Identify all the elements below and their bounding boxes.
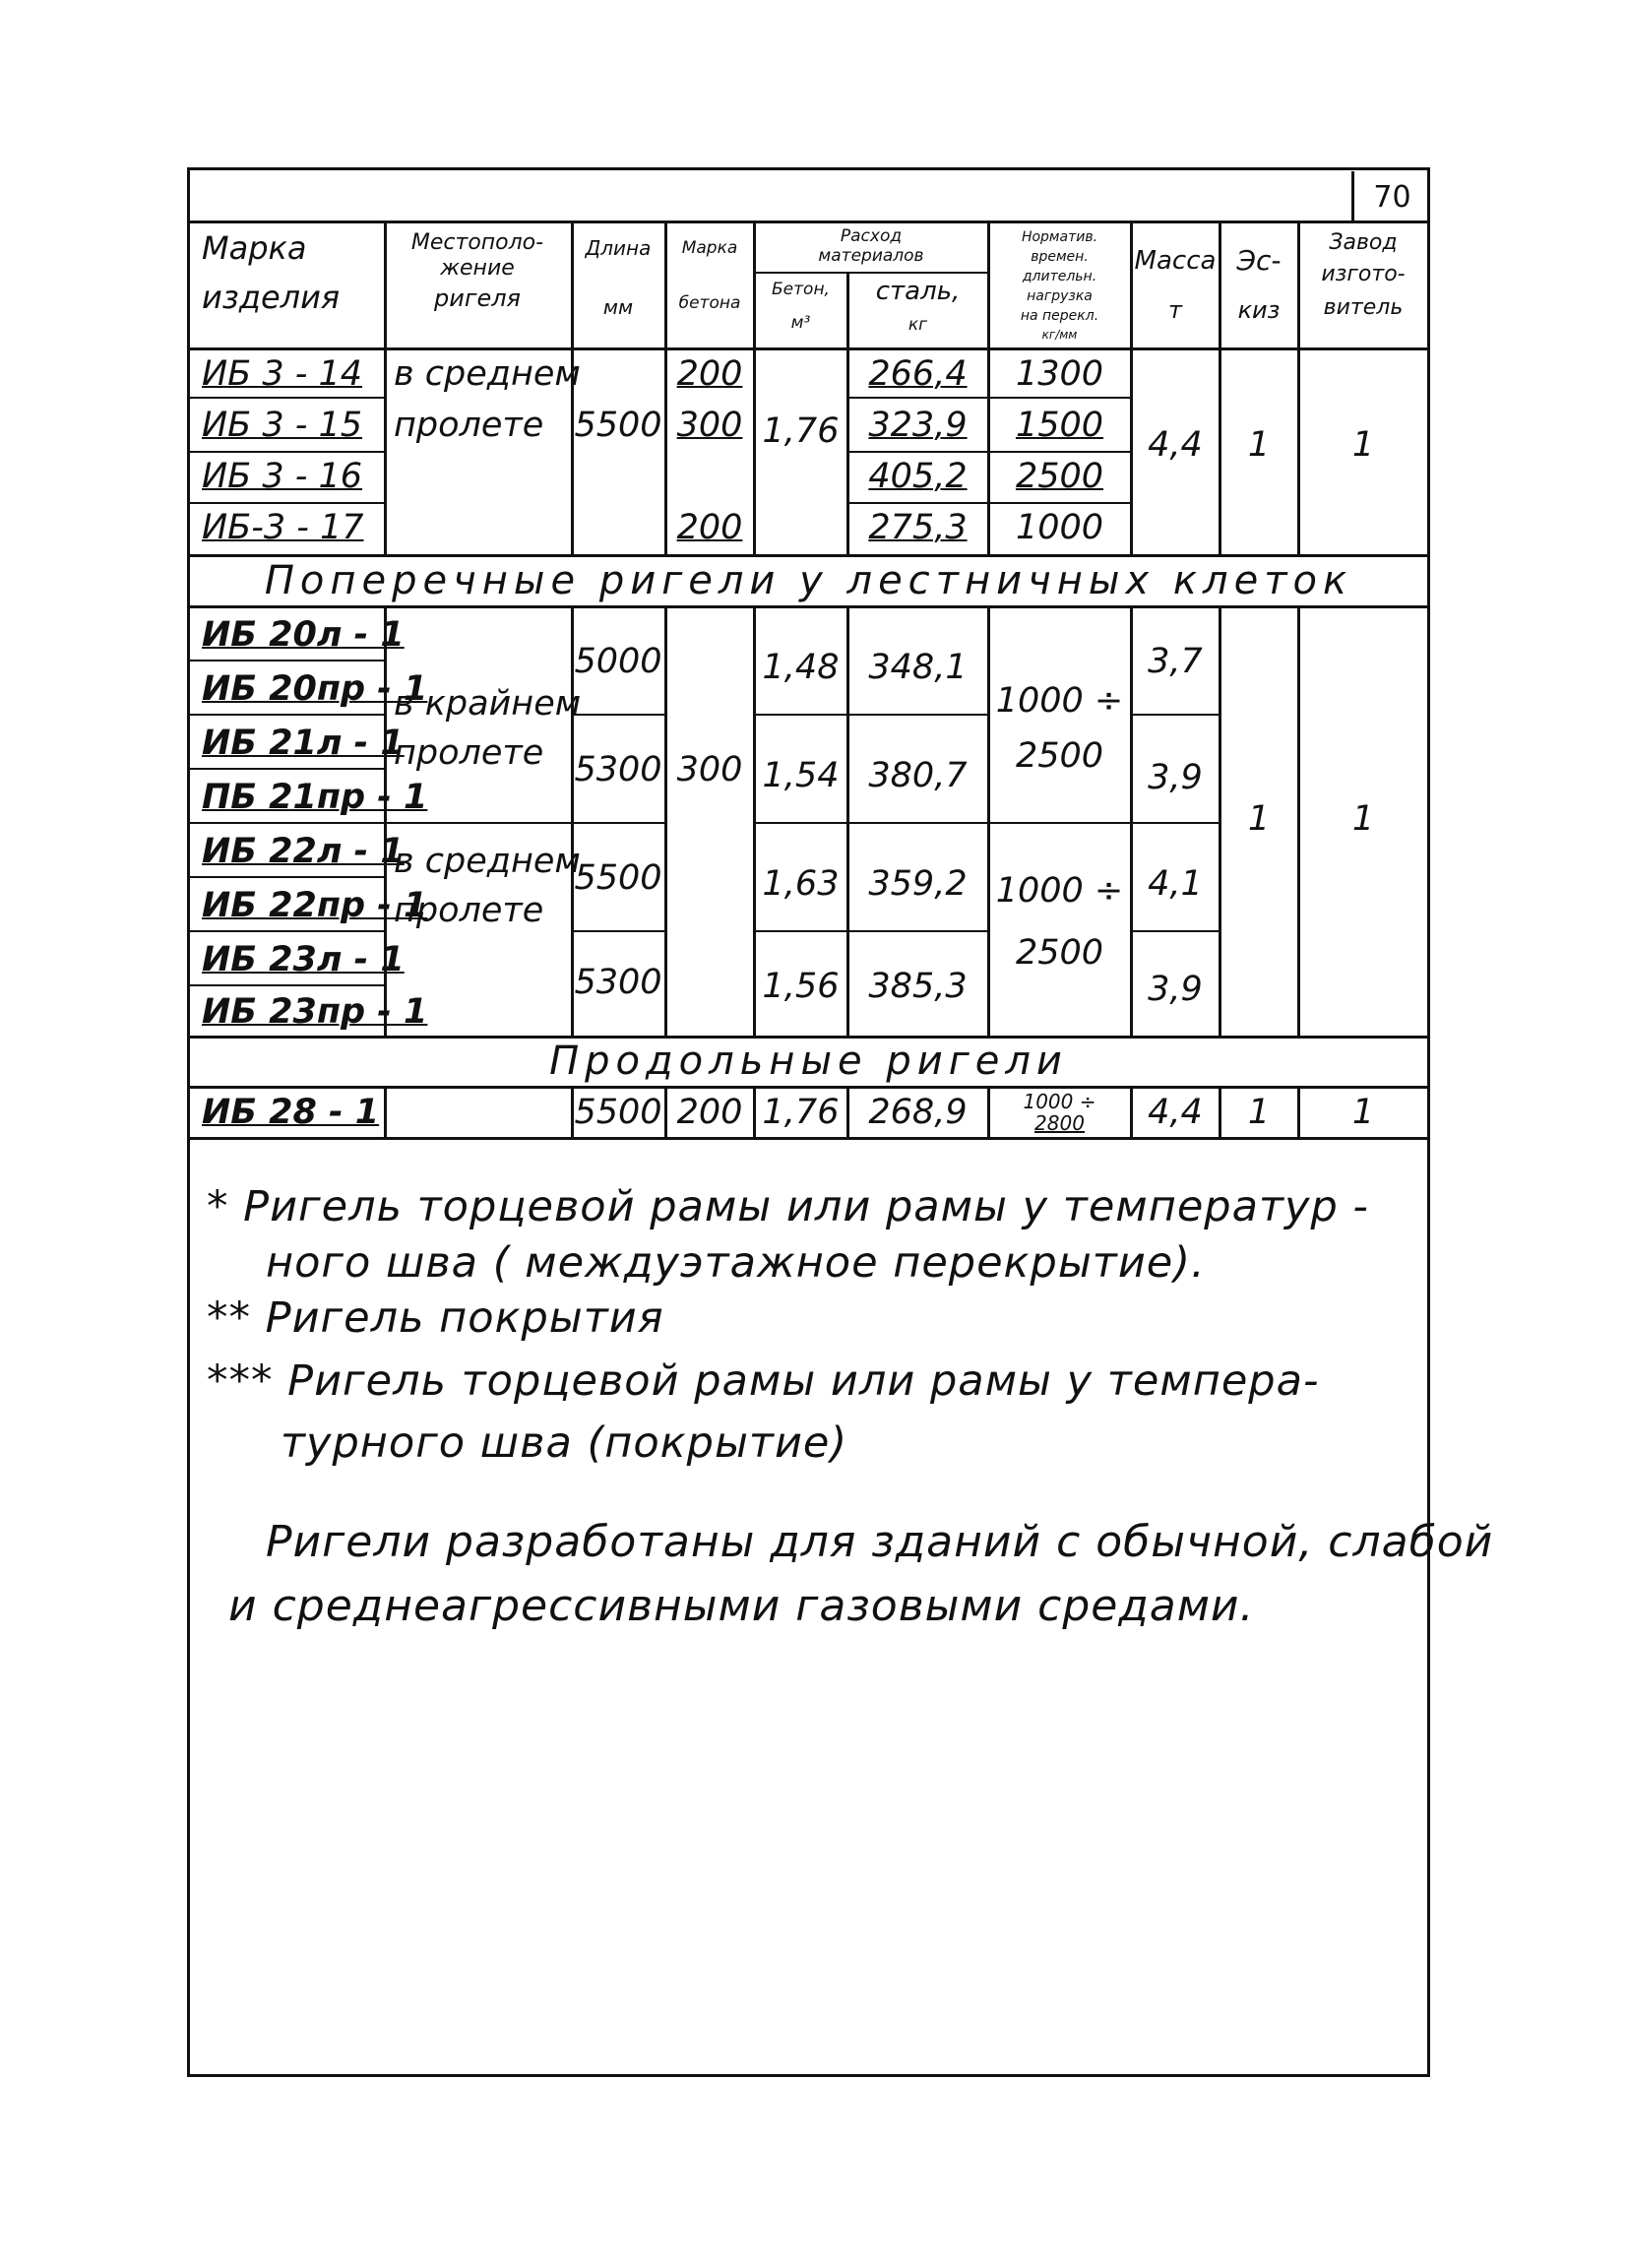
col-rule xyxy=(384,1088,387,1137)
table-row-mark: ИБ 3 - 14 xyxy=(202,353,363,394)
group2-concrete: 1,63 xyxy=(762,863,840,904)
header-manufacturer-line2: изгото- xyxy=(1321,262,1406,286)
table-row-mark: ИБ 23л - 1 xyxy=(202,939,405,979)
header-steel-line2: кг xyxy=(907,314,928,335)
row-rule xyxy=(753,930,987,932)
header-mass-line2: т xyxy=(1168,296,1182,324)
table-row-mark: ИБ 20л - 1 xyxy=(202,614,405,655)
group1-mass: 4,4 xyxy=(1148,424,1203,465)
table-row-steel: 266,4 xyxy=(868,353,968,394)
group3-load-line1: 1000 ÷ xyxy=(1023,1090,1096,1113)
row-rule xyxy=(571,930,664,932)
group2-mass: 3,7 xyxy=(1148,641,1203,681)
footnote-3-line1: *** Ригель торцевой рамы или рамы у темпера- xyxy=(207,1356,1320,1406)
group3-mass: 4,4 xyxy=(1148,1092,1203,1132)
table-row-load: 2500 xyxy=(1015,456,1104,496)
group2-mass: 3,9 xyxy=(1148,969,1203,1009)
header-manufacturer-line3: витель xyxy=(1323,295,1404,320)
header-concrete-line1: Бетон, xyxy=(772,279,830,299)
header-norm-line5: на перекл. xyxy=(1020,308,1099,324)
group2-steel: 348,1 xyxy=(868,647,968,687)
note-paragraph-line1: Ригели разработаны для зданий с обычной, слабой xyxy=(266,1517,1494,1567)
header-norm-line2: времен. xyxy=(1031,249,1089,265)
group2-grade: 300 xyxy=(676,749,743,789)
table-row-mark: ИБ 3 - 16 xyxy=(202,456,363,496)
group2-location-mid-line1: в среднем xyxy=(394,841,581,881)
table-row-load: 1300 xyxy=(1015,353,1104,394)
group3-grade: 200 xyxy=(676,1092,743,1132)
row-rule xyxy=(1130,822,1219,824)
group1-sketch: 1 xyxy=(1247,424,1271,465)
group2-length: 5300 xyxy=(574,962,662,1002)
row-rule xyxy=(571,822,664,824)
group1-location-line1: в среднем xyxy=(394,353,581,394)
row-rule xyxy=(187,930,384,932)
header-sketch-line2: киз xyxy=(1237,296,1281,324)
section-rule xyxy=(187,605,1430,608)
row-rule xyxy=(846,397,1130,399)
header-sketch-line1: Эс- xyxy=(1236,244,1282,277)
header-norm-line6: кг/мм xyxy=(1041,328,1078,342)
row-rule xyxy=(1130,930,1219,932)
table-row-steel: 275,3 xyxy=(868,507,968,547)
header-grade-line1: Марка xyxy=(681,237,738,258)
row-rule xyxy=(187,714,384,716)
group2-location-end-line2: пролете xyxy=(394,732,544,773)
group3-manufacturer: 1 xyxy=(1351,1092,1375,1132)
page-number: 70 xyxy=(1351,171,1430,222)
table-row-mark: ПБ 21пр - 1 xyxy=(202,777,428,817)
table-row-mark: ИБ-3 - 17 xyxy=(202,507,364,547)
group2-length: 5300 xyxy=(574,749,662,789)
footnote-1-line2: ного шва ( междуэтажное перекрытие). xyxy=(266,1238,1206,1288)
footnote-2: ** Ригель покрытия xyxy=(207,1293,664,1343)
table-row-mark: ИБ 3 - 15 xyxy=(202,405,363,445)
header-norm-line3: длительн. xyxy=(1022,269,1097,284)
header-concrete-line2: м³ xyxy=(790,312,811,333)
table-row-mark: ИБ 20пр - 1 xyxy=(202,668,428,709)
group1-location-line2: пролете xyxy=(394,405,544,445)
section-rule xyxy=(187,554,1430,557)
row-rule xyxy=(187,451,384,453)
group2-length: 5500 xyxy=(574,857,662,898)
table-row-mark: ИБ 23пр - 1 xyxy=(202,991,428,1032)
header-length-line2: мм xyxy=(602,295,634,319)
group2-load-b-line1: 1000 ÷ xyxy=(995,870,1124,911)
row-rule xyxy=(571,714,664,716)
table-row-mark: ИБ 22пр - 1 xyxy=(202,885,428,925)
group2-location-mid-line2: пролете xyxy=(394,890,544,930)
group2-steel: 385,3 xyxy=(868,966,968,1006)
group2-load-a-line1: 1000 ÷ xyxy=(995,680,1124,721)
group2-concrete: 1,56 xyxy=(762,966,840,1006)
row-rule xyxy=(846,451,1130,453)
table-row-load: 1000 xyxy=(1015,507,1104,547)
group2-manufacturer: 1 xyxy=(1351,798,1375,839)
col-rule xyxy=(664,607,667,1036)
group3-length: 5500 xyxy=(574,1092,662,1132)
header-manufacturer-line1: Завод xyxy=(1329,230,1398,255)
group3-steel: 268,9 xyxy=(868,1092,968,1132)
row-rule xyxy=(187,768,384,770)
table-row-steel: 323,9 xyxy=(868,405,968,445)
row-rule xyxy=(846,502,1130,504)
group2-length: 5000 xyxy=(574,641,662,681)
header-mass-line1: Масса xyxy=(1134,246,1217,276)
subheader-rule xyxy=(753,272,987,274)
table-row-load: 1500 xyxy=(1015,405,1104,445)
table-top-border xyxy=(187,220,1430,223)
section-title-long: Продольные ригели xyxy=(549,1039,1068,1084)
header-consumption-line2: материалов xyxy=(818,245,924,266)
row-rule xyxy=(187,822,571,824)
table-row-steel: 405,2 xyxy=(868,456,968,496)
table-row-mark: ИБ 28 - 1 xyxy=(202,1092,380,1132)
group2-location-end-line1: в крайнем xyxy=(394,683,582,724)
header-consumption-line1: Расход xyxy=(840,225,903,246)
section-rule xyxy=(187,1086,1430,1089)
group1-manufacturer: 1 xyxy=(1351,424,1375,465)
row-rule xyxy=(187,502,384,504)
table-row-grade: 200 xyxy=(676,353,743,394)
group3-sketch: 1 xyxy=(1247,1092,1271,1132)
header-norm-line1: Норматив. xyxy=(1021,229,1098,245)
footnote-1-line1: * Ригель торцевой рамы или рамы у температур - xyxy=(207,1182,1369,1231)
group2-steel: 380,7 xyxy=(868,755,968,795)
table-row-grade: 200 xyxy=(676,507,743,547)
group2-sketch: 1 xyxy=(1247,798,1271,839)
group3-concrete: 1,76 xyxy=(762,1092,840,1132)
header-location-line2: жение xyxy=(440,256,515,281)
header-location-line1: Местополо- xyxy=(410,230,544,255)
row-rule xyxy=(187,876,384,878)
group2-load-b-line2: 2500 xyxy=(1015,932,1104,973)
group2-concrete: 1,48 xyxy=(762,647,840,687)
table-row-grade: 300 xyxy=(676,405,743,445)
table-row-mark: ИБ 21л - 1 xyxy=(202,723,405,763)
header-bottom-rule xyxy=(187,347,1430,350)
group2-steel: 359,2 xyxy=(868,863,968,904)
group2-load-a-line2: 2500 xyxy=(1015,735,1104,776)
group2-mass: 3,9 xyxy=(1148,757,1203,797)
group3-load-line2: 2800 xyxy=(1034,1111,1085,1135)
table-bottom-rule xyxy=(187,1137,1430,1140)
header-mark-line1: Марка xyxy=(202,229,307,267)
row-rule xyxy=(753,822,1130,824)
row-rule xyxy=(187,660,384,662)
row-rule xyxy=(1130,714,1219,716)
header-grade-line2: бетона xyxy=(678,292,741,313)
row-rule xyxy=(187,984,384,986)
section-title-stair: Поперечные ригели у лестничных клеток xyxy=(264,558,1353,603)
group2-mass: 4,1 xyxy=(1148,863,1203,904)
footnote-3-line2: турного шва (покрытие) xyxy=(281,1418,848,1468)
row-rule xyxy=(753,714,987,716)
header-norm-line4: нагрузка xyxy=(1027,288,1093,304)
row-rule xyxy=(187,397,384,399)
group1-concrete: 1,76 xyxy=(762,410,840,451)
group1-length: 5500 xyxy=(574,405,662,445)
header-length-line1: Длина xyxy=(585,236,652,260)
header-steel-line1: сталь, xyxy=(875,277,961,306)
header-mark-line2: изделия xyxy=(202,279,341,316)
header-location-line3: ригеля xyxy=(434,284,521,312)
note-paragraph-line2: и среднеагрессивными газовыми средами. xyxy=(228,1581,1255,1631)
group2-concrete: 1,54 xyxy=(762,755,840,795)
table-row-mark: ИБ 22л - 1 xyxy=(202,831,405,871)
